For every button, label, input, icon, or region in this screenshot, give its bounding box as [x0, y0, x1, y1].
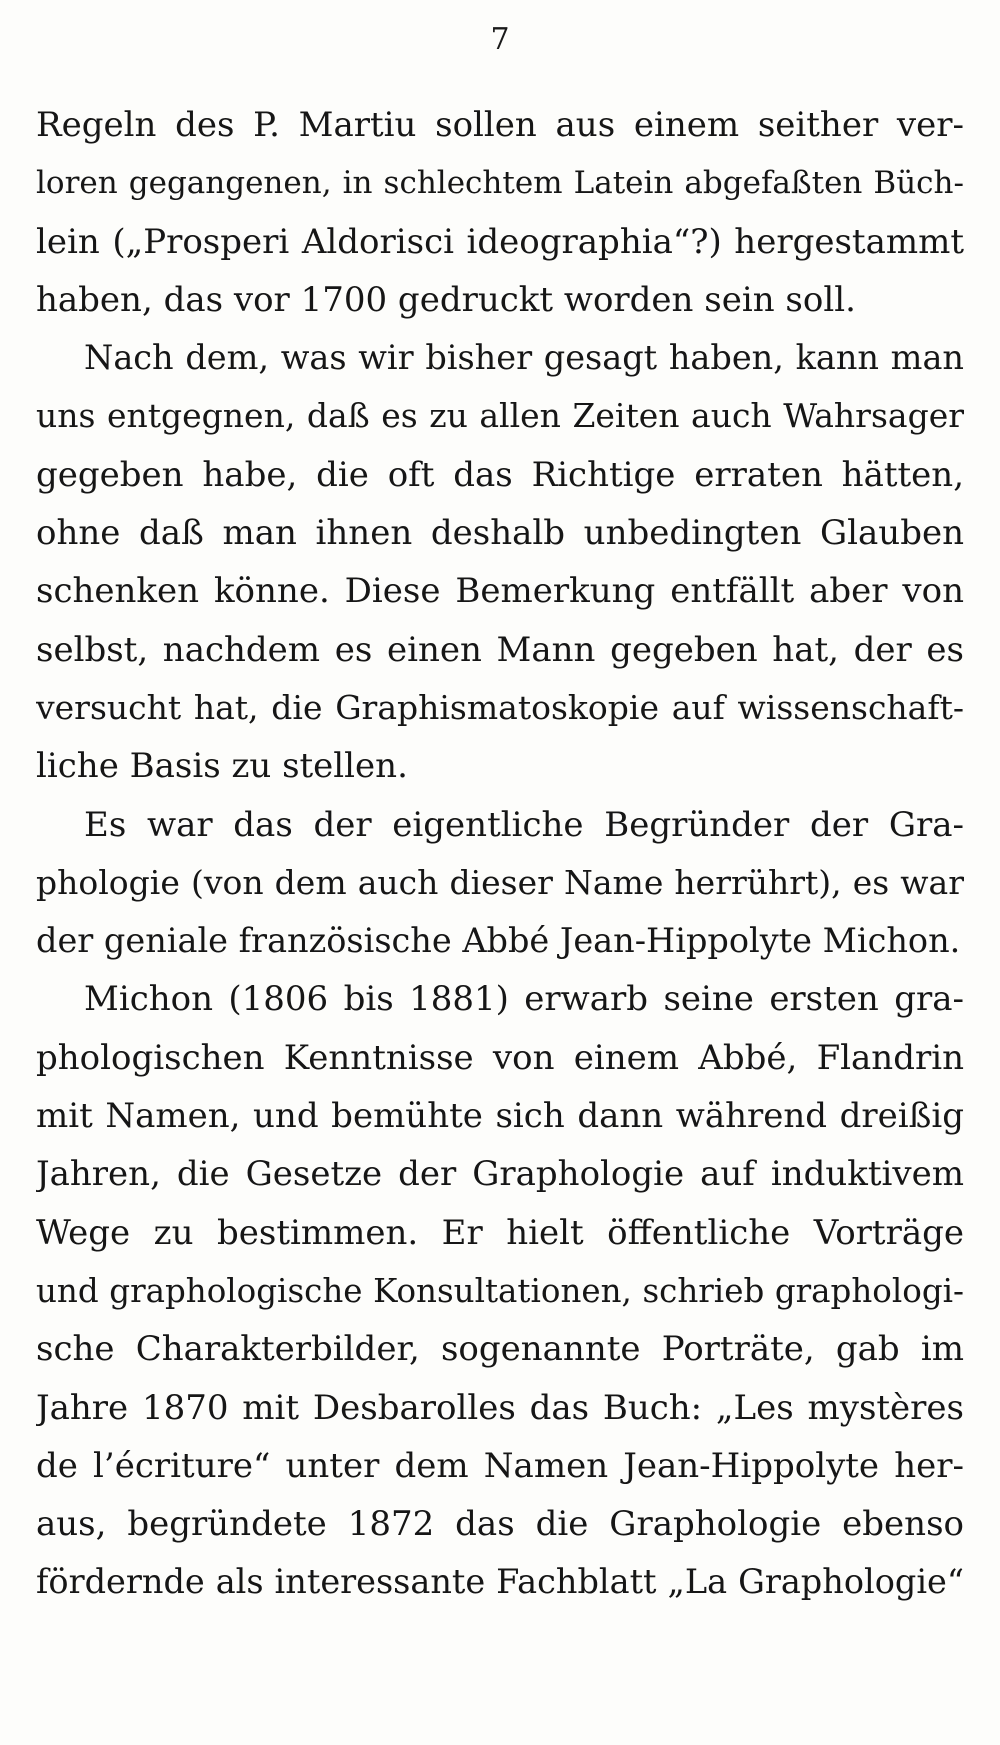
text-line: ohne daß man ihnen deshalb unbedingten Glauben: [36, 513, 964, 554]
text-line: mit Namen, und bemühte sich dann während dreißig: [36, 1096, 964, 1137]
text-line: phologischen Kenntnisse von einem Abbé, Flandrin: [36, 1037, 964, 1078]
text-line: Michon (1806 bis 1881) erwarb seine ersten gra-: [84, 979, 964, 1020]
text-line: Jahren, die Gesetze der Graphologie auf induktivem: [36, 1154, 964, 1195]
text-line: gegeben habe, die oft das Richtige erraten hätten,: [36, 454, 964, 495]
text-line: phologie (von dem auch dieser Name herrührt), es war: [36, 862, 964, 902]
text-line: Nach dem, was wir bisher gesagt haben, kann man: [84, 338, 964, 378]
page-number: 7: [490, 22, 510, 57]
text-line: sche Charakterbilder, sogenannte Porträte, gab im: [36, 1329, 964, 1370]
body-text: [36, 96, 964, 1612]
text-line: schenken könne. Diese Bemerkung entfällt aber von: [36, 571, 964, 612]
text-line: und graphologische Konsultationen, schrieb graphologi-: [36, 1271, 964, 1310]
text-line: fördernde als interessante Fachblatt „La Graphologie“: [36, 1562, 964, 1602]
text-line: aus, begründete 1872 das die Graphologie ebenso: [36, 1504, 964, 1545]
text-line: lein („Prosperi Aldorisci ideographia“?) hergestammt: [36, 221, 964, 262]
text-line: der geniale französische Abbé Jean-Hippolyte Michon.: [36, 921, 961, 961]
text-line: loren gegangenen, in schlechtem Latein abgefaßten Büch-: [36, 165, 964, 202]
text-line: liche Basis zu stellen.: [36, 746, 408, 787]
text-line: Regeln des P. Martiu sollen aus einem seither ver-: [36, 105, 964, 145]
text-line: Jahre 1870 mit Desbarolles das Buch: „Les mystères: [36, 1387, 964, 1428]
text-line: haben, das vor 1700 gedruckt worden sein soll.: [36, 279, 856, 320]
text-line: Es war das der eigentliche Begründer der Gra-: [84, 804, 964, 845]
text-line: uns entgegnen, daß es zu allen Zeiten auch Wahrsager: [36, 396, 964, 436]
text-line: versucht hat, die Graphismatoskopie auf wissenschaft-: [36, 687, 964, 727]
text-line: de l’écriture“ unter dem Namen Jean-Hippolyte her-: [36, 1445, 964, 1486]
text-line: Wege zu bestimmen. Er hielt öffentliche Vorträge: [36, 1212, 964, 1253]
text-line: selbst, nachdem es einen Mann gegeben hat, der es: [36, 629, 964, 670]
